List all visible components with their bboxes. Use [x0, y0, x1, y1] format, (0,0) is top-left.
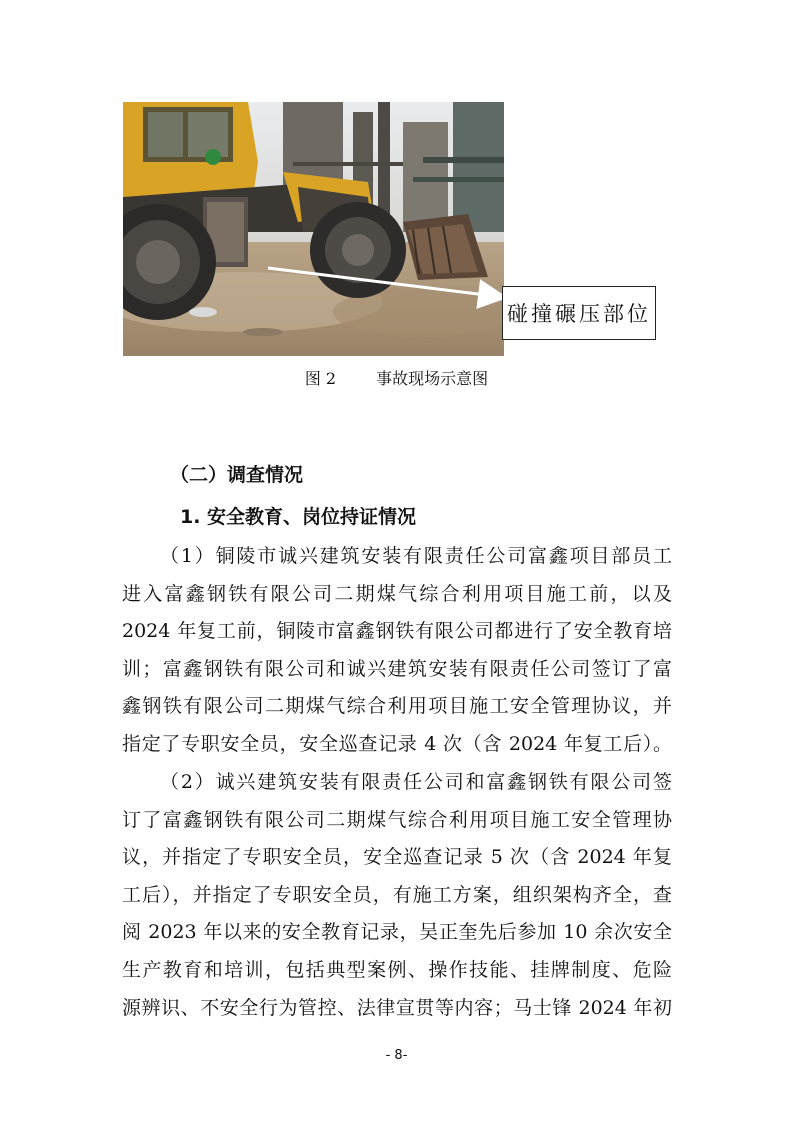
- paragraph-line: 训；富鑫钢铁有限公司和诚兴建筑安装有限责任公司签订了富: [122, 657, 672, 680]
- paragraph-1: [122, 538, 672, 764]
- figure-number: 图 2: [304, 369, 337, 388]
- paragraph-line: 指定了专职安全员，安全巡查记录 4 次（含 2024 年复工后）。: [122, 732, 672, 755]
- paragraph-2: [122, 764, 672, 1027]
- paragraph-line: 鑫钢铁有限公司二期煤气综合利用项目施工安全管理协议，并: [122, 695, 672, 718]
- loader-illustration: [123, 102, 504, 356]
- paragraph-line: 阅 2023 年以来的安全教育记录，吴正奎先后参加 10 余次安全: [122, 921, 672, 944]
- paragraph-line: 进入富鑫钢铁有限公司二期煤气综合利用项目施工前，以及: [122, 582, 672, 605]
- paragraph-line: 2024 年复工前，铜陵市富鑫钢铁有限公司都进行了安全教育培: [122, 620, 672, 643]
- collision-point-callout: [502, 286, 656, 340]
- paragraph-line: 生产教育和培训，包括典型案例、操作技能、挂牌制度、危险: [122, 958, 672, 981]
- callout-label: 碰撞碾压部位: [507, 302, 651, 326]
- figure-title: 事故现场示意图: [376, 369, 489, 388]
- paragraph-line: 订了富鑫钢铁有限公司二期煤气综合利用项目施工安全管理协: [122, 808, 672, 831]
- section-heading: （二）调查情况: [170, 464, 304, 486]
- accident-scene-photo: [123, 102, 504, 356]
- paragraph-line: （2）诚兴建筑安装有限责任公司和富鑫钢铁有限公司签: [160, 771, 672, 793]
- page-number: - 8-: [385, 1048, 408, 1063]
- figure-caption: [0, 366, 793, 389]
- pointer-arrow: [240, 255, 505, 305]
- subsection-heading: 1. 安全教育、岗位持证情况: [180, 506, 417, 528]
- paragraph-line: 工后），并指定了专职安全员，有施工方案，组织架构齐全，查: [122, 883, 672, 906]
- paragraph-line: 议，并指定了专职安全员，安全巡查记录 5 次（含 2024 年复: [122, 846, 672, 869]
- paragraph-line: （1）铜陵市诚兴建筑安装有限责任公司富鑫项目部员工: [160, 545, 672, 567]
- paragraph-line: 源辨识、不安全行为管控、法律宣贯等内容；马士锋 2024 年初: [122, 996, 672, 1019]
